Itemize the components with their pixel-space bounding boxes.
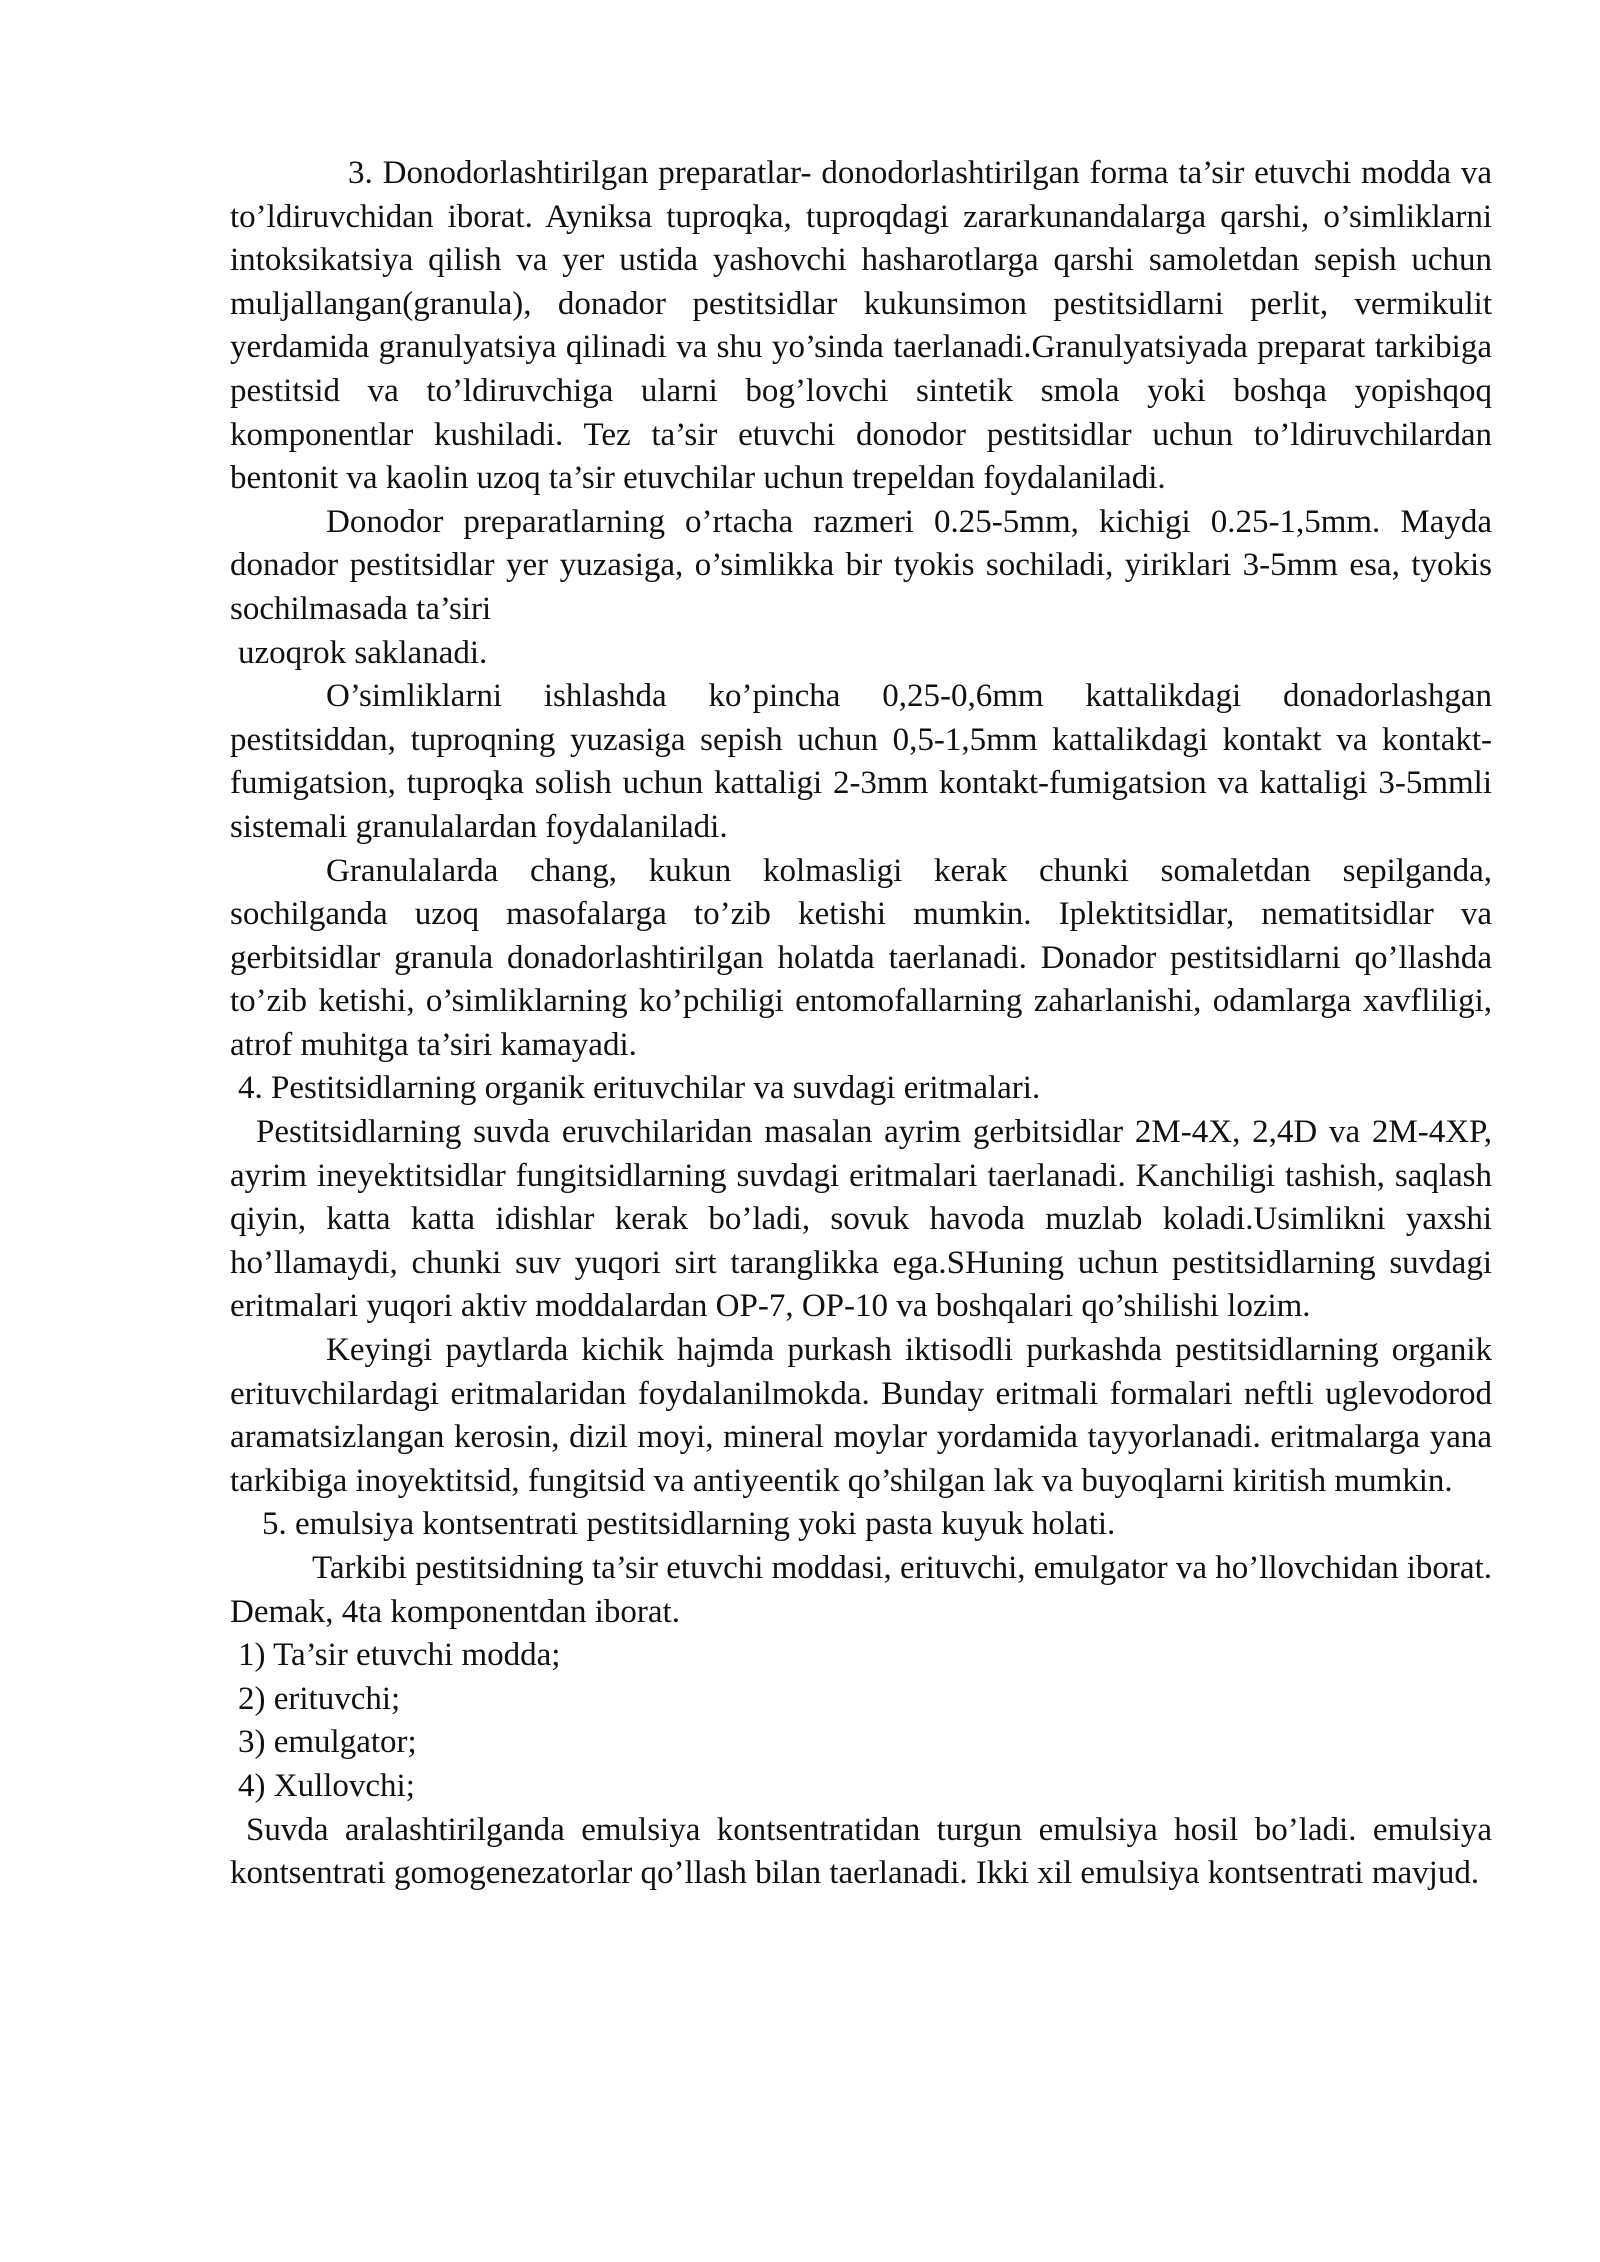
list-item: 4) Xullovchi; bbox=[238, 1767, 415, 1804]
list-item: 1) Ta’sir etuvchi modda; bbox=[238, 1637, 561, 1674]
granule-sizes-continuation: uzoqrok saklanadi. bbox=[238, 634, 488, 671]
paragraph-granule-sizes bbox=[230, 501, 1492, 675]
paragraph-granular-preparations: 3. Donodorlashtirilgan preparatlar- donodorlashtirilgan forma ta’sir etuvchi modda va to’ldiruvchidan iborat. Ayniksa tuproqka, tuproqdagi zararkunandalarga qarshi, o’simliklarni intoksikatsiya qilish va yer ustida yashovchi hasharotlarga qarshi samoletdan sepish uchun muljallangan(granula), donador pestitsidlar kukunsimon pestitsidlarni perlit, vermikulit yerdamida granulyatsiya qilinadi va shu yo’sinda taerlanadi.Granulyatsiyada preparat tarkibiga pestitsid va to’ldiruvchiga ularni bog’lovchi sintetik smola yoki boshqa yopishqoq komponentlar kushiladi. Tez ta’sir etuvchi donodor pestitsidlar uchun to’ldiruvchilardan bentonit va kaolin uzoq ta’sir etuvchilar uchun trepeldan foydalaniladi. bbox=[230, 155, 1492, 497]
paragraph-organic-solvents: Keyingi paytlarda kichik hajmda purkash iktisodli purkashda pestitsidlarning organik erituvchilardagi eritmalaridan foydalanilmokda. Bunday eritmali formalari neftli uglevodorod aramatsizlangan kerosin, dizil moyi, mineral moylar yordamida tayyorlanadi. eritmalarga yana tarkibiga inoyektitsid, fungitsid va antiyeentik qo’shilgan lak va buyoqlarni kiritish mumkin. bbox=[230, 1332, 1492, 1499]
section-heading-5: 5. emulsiya kontsentrati pestitsidlarning yoki pasta kuyuk holati. bbox=[262, 1506, 1116, 1543]
paragraph-emulsion-stability: Suvda aralashtirilganda emulsiya kontsentratidan turgun emulsiya hosil bo’ladi. emulsiya kontsentrati gomogenezatorlar qo’llash bilan taerlanadi. Ikki xil emulsiya kontsentrati mavjud. bbox=[230, 1811, 1492, 1892]
paragraph-water-solutions: Pestitsidlarning suvda eruvchilaridan masalan ayrim gerbitsidlar 2M-4X, 2,4D va 2M-4XP, ayrim ineyektitsidlar fungitsidlarning suvdagi eritmalari taerlanadi. Kanchiligi tashish, saqlash qiyin, katta katta idishlar kerak bo’ladi, sovuk havoda muzlab koladi.Usimlikni yaxshi ho’llamaydi, chunki suv yuqori sirt taranglikka ega.SHuning uchun pestitsidlarning suvdagi eritmalari yuqori aktiv moddalardan OP-7, OP-10 va boshqalari qo’shilishi lozim. bbox=[230, 1114, 1492, 1325]
list-item: 3) emulgator; bbox=[238, 1724, 417, 1761]
granule-sizes-text: Donodor preparatlarning o’rtacha razmeri 0.25-5mm, kichigi 0.25-1,5mm. Mayda donador pestitsidlar yer yuzasiga, o’simlikka bir tyokis sochiladi, yiriklari 3-5mm esa, tyokis sochilmasada ta’siri bbox=[230, 503, 1492, 627]
paragraph-granule-dust: Granulalarda chang, kukun kolmasligi kerak chunki somaletdan sepilganda, sochilganda uzoq masofalarga to’zib ketishi mumkin. Iplektitsidlar, nematitsidlar va gerbitsidlar granula donadorlashtirilgan holatda taerlanadi. Donador pestitsidlarni qo’llashda to’zib ketishi, o’simliklarning ko’pchiligi entomofallarning zaharlanishi, odamlarga xavfliligi, atrof muhitga ta’siri kamayadi. bbox=[230, 852, 1492, 1063]
document-page bbox=[230, 152, 1492, 1896]
paragraph-plant-treatment: O’simliklarni ishlashda ko’pincha 0,25-0,6mm kattalikdagi donadorlashgan pestitsiddan, tuproqning yuzasiga sepish uchun 0,5-1,5mm kattalikdagi kontakt va kontakt-fumigatsion, tuproqka solish uchun kattaligi 2-3mm kontakt-fumigatsion va kattaligi 3-5mmli sistemali granulalardan foydalaniladi. bbox=[230, 678, 1492, 845]
list-item: 2) erituvchi; bbox=[238, 1680, 401, 1717]
section-heading-4: 4. Pestitsidlarning organik erituvchilar va suvdagi eritmalari. bbox=[238, 1070, 1041, 1107]
paragraph-emulsion-composition: Tarkibi pestitsidning ta’sir etuvchi moddasi, erituvchi, emulgator va ho’llovchidan iborat. Demak, 4ta komponentdan iborat. bbox=[230, 1550, 1492, 1630]
